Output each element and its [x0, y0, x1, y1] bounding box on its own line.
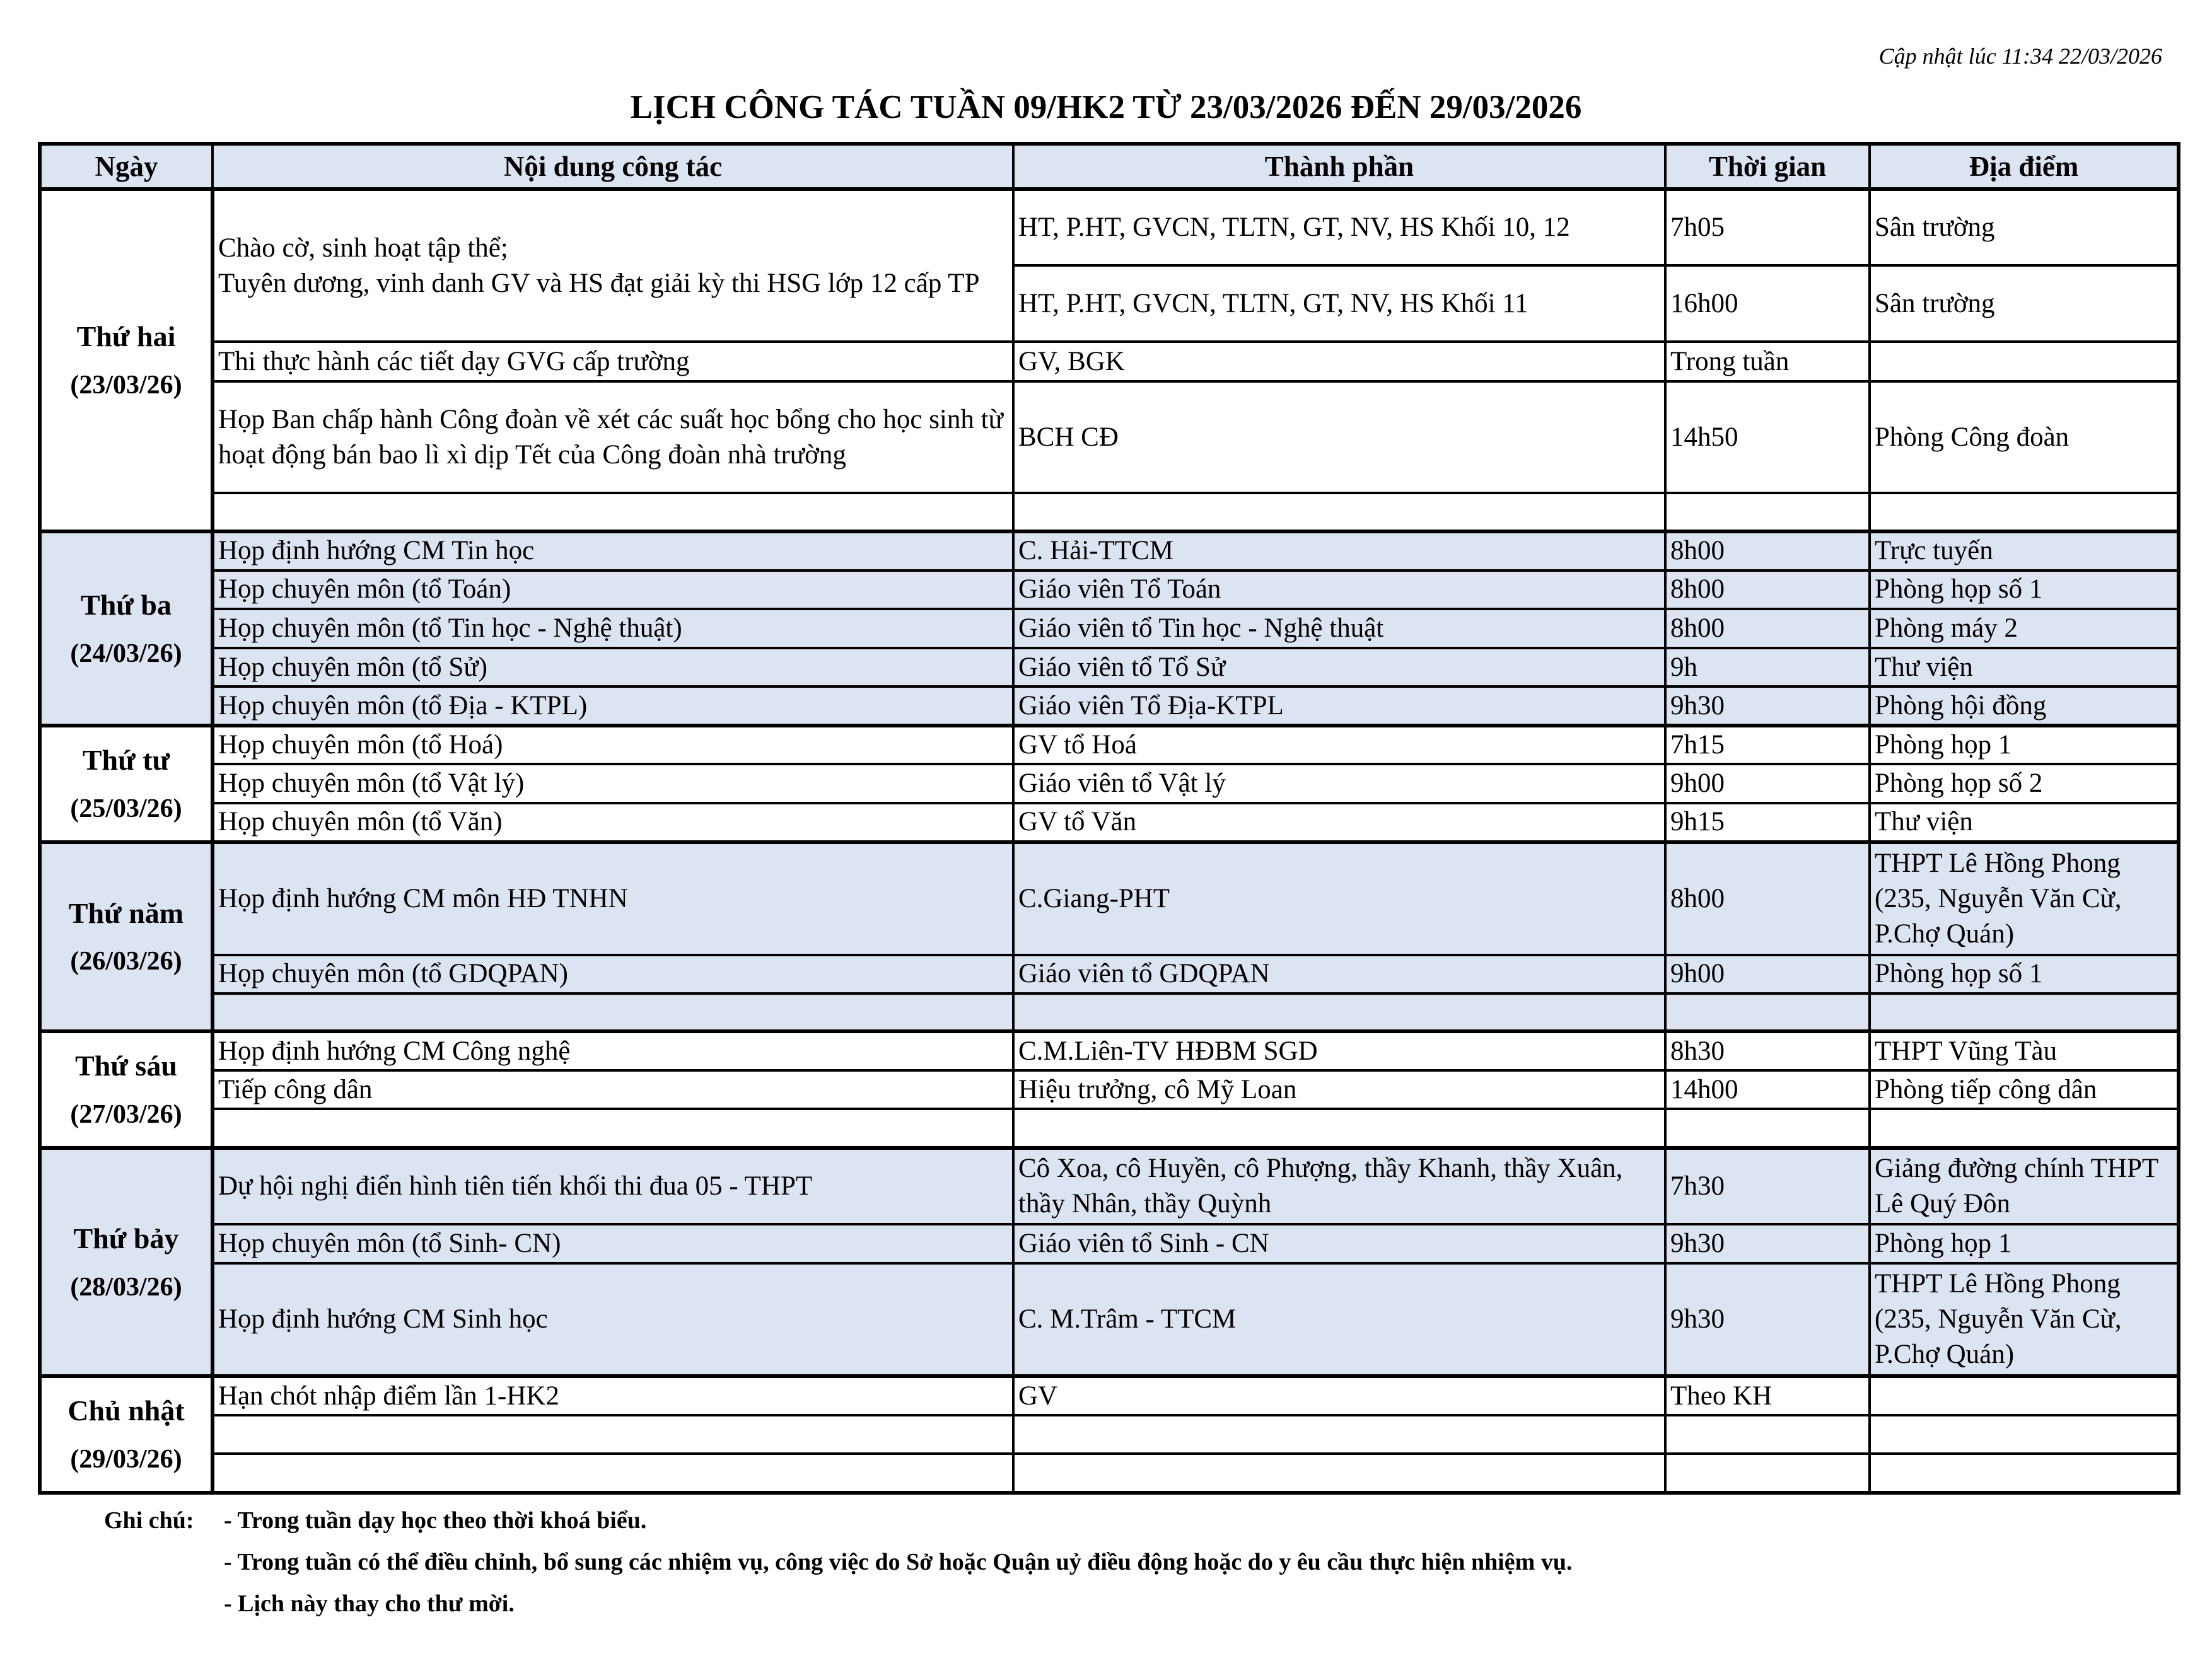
- time-cell: 8h00: [1665, 842, 1870, 956]
- day-date: (29/03/26): [70, 1445, 182, 1474]
- time-cell: 9h: [1665, 648, 1870, 687]
- time-cell: Trong tuần: [1665, 342, 1870, 381]
- day-date: (26/03/26): [70, 947, 182, 976]
- members-cell: [1013, 1454, 1665, 1493]
- table-row: [40, 1070, 2179, 1109]
- day-group-thu: [40, 842, 2179, 1032]
- members-cell: GV: [1013, 1376, 1665, 1415]
- content-cell: Họp định hướng CM Tin học: [212, 531, 1013, 570]
- day-group-sat: [40, 1148, 2179, 1376]
- content-cell: [212, 1415, 1013, 1454]
- time-cell: 7h30: [1665, 1148, 1870, 1224]
- place-cell: [1870, 342, 2179, 381]
- members-cell: HT, P.HT, GVCN, TLTN, GT, NV, HS Khối 11: [1013, 265, 1665, 342]
- place-cell: Giảng đường chính THPT Lê Quý Đôn: [1870, 1148, 2179, 1224]
- members-cell: Giáo viên tổ Vật lý: [1013, 764, 1665, 803]
- time-cell: 7h15: [1665, 726, 1870, 765]
- time-cell: 7h05: [1665, 189, 1870, 265]
- members-cell: Giáo viên tổ Sinh - CN: [1013, 1224, 1665, 1263]
- place-cell: Phòng họp số 2: [1870, 764, 2179, 803]
- content-cell: Họp định hướng CM môn HĐ TNHN: [212, 842, 1013, 956]
- day-cell: [40, 1148, 212, 1376]
- members-cell: Giáo viên tổ Tổ Sử: [1013, 648, 1665, 687]
- header-row: [40, 144, 2179, 189]
- place-cell: Phòng Công đoàn: [1870, 381, 2179, 494]
- day-group-mon: [40, 189, 2179, 531]
- content-cell: Họp chuyên môn (tổ Vật lý): [212, 764, 1013, 803]
- place-cell: THPT Lê Hồng Phong (235, Nguyễn Văn Cừ, P.Chợ Quán): [1870, 1263, 2179, 1377]
- time-cell: 8h30: [1665, 1031, 1870, 1070]
- time-cell: 9h30: [1665, 686, 1870, 726]
- time-cell: 9h30: [1665, 1224, 1870, 1263]
- content-cell: [212, 189, 1013, 342]
- members-cell: C.Giang-PHT: [1013, 842, 1665, 956]
- day-cell: [40, 1031, 212, 1148]
- content-line: Tuyên dương, vinh danh GV và HS đạt giải kỳ thi HSG lớp 12 cấp TP: [218, 268, 980, 298]
- content-cell: Họp chuyên môn (tổ Sinh- CN): [212, 1224, 1013, 1263]
- place-cell: Thư viện: [1870, 648, 2179, 687]
- members-cell: GV, BGK: [1013, 342, 1665, 381]
- table-row: [40, 764, 2179, 803]
- day-cell: [40, 189, 212, 531]
- table-row: [40, 189, 2179, 265]
- place-cell: [1870, 1454, 2179, 1493]
- content-cell: Họp chuyên môn (tổ GDQPAN): [212, 955, 1013, 993]
- place-cell: Phòng tiếp công dân: [1870, 1070, 2179, 1109]
- content-cell: [212, 1454, 1013, 1493]
- day-cell: [40, 842, 212, 1032]
- table-row: [40, 648, 2179, 687]
- table-row: [40, 842, 2179, 956]
- empty-row: [40, 493, 2179, 531]
- members-cell: [1013, 1415, 1665, 1454]
- table-row: [40, 803, 2179, 842]
- empty-row: [40, 993, 2179, 1032]
- day-name: Thứ ba: [81, 588, 172, 621]
- day-date: (24/03/26): [70, 639, 182, 668]
- empty-row: [40, 1415, 2179, 1454]
- day-name: Thứ hai: [76, 320, 176, 353]
- table-row: [40, 955, 2179, 993]
- header-time: Thời gian: [1665, 144, 1870, 189]
- day-name: Thứ năm: [68, 896, 184, 929]
- time-cell: 8h00: [1665, 570, 1870, 610]
- content-cell: [212, 993, 1013, 1032]
- place-cell: [1870, 1415, 2179, 1454]
- time-cell: 14h00: [1665, 1070, 1870, 1109]
- members-cell: HT, P.HT, GVCN, TLTN, GT, NV, HS Khối 10, 12: [1013, 189, 1665, 265]
- header-content: Nội dung công tác: [212, 144, 1013, 189]
- place-cell: THPT Lê Hồng Phong (235, Nguyễn Văn Cừ, P.Chợ Quán): [1870, 842, 2179, 956]
- members-cell: GV tổ Hoá: [1013, 726, 1665, 765]
- content-cell: Thi thực hành các tiết dạy GVG cấp trường: [212, 342, 1013, 381]
- note-line: - Trong tuần dạy học theo thời khoá biểu.: [224, 1507, 647, 1534]
- time-cell: [1665, 1454, 1870, 1493]
- day-cell: [40, 1376, 212, 1493]
- members-cell: Giáo viên Tổ Toán: [1013, 570, 1665, 610]
- place-cell: Phòng hội đồng: [1870, 686, 2179, 726]
- content-cell: Họp chuyên môn (tổ Địa - KTPL): [212, 686, 1013, 726]
- place-cell: Phòng họp 1: [1870, 726, 2179, 765]
- time-cell: [1665, 493, 1870, 531]
- table-row: [40, 609, 2179, 648]
- place-cell: Trực tuyến: [1870, 531, 2179, 570]
- notes-label: Ghi chú:: [104, 1507, 194, 1534]
- table-row: [40, 726, 2179, 765]
- time-cell: [1665, 993, 1870, 1032]
- content-cell: Họp chuyên môn (tổ Hoá): [212, 726, 1013, 765]
- updated-timestamp: Cập nhật lúc 11:34 22/03/2026: [1878, 43, 2162, 69]
- time-cell: 8h00: [1665, 531, 1870, 570]
- page-title: LỊCH CÔNG TÁC TUẦN 09/HK2 TỪ 23/03/2026 ĐẾN 29/03/2026: [630, 89, 1582, 125]
- members-cell: [1013, 493, 1665, 531]
- day-group-wed: [40, 726, 2179, 842]
- time-cell: 14h50: [1665, 381, 1870, 494]
- place-cell: [1870, 1109, 2179, 1148]
- content-cell: [212, 1109, 1013, 1148]
- members-cell: Giáo viên tổ Tin học - Nghệ thuật: [1013, 609, 1665, 648]
- place-cell: Phòng máy 2: [1870, 609, 2179, 648]
- time-cell: 9h00: [1665, 955, 1870, 993]
- day-group-sun: [40, 1376, 2179, 1493]
- header-day: Ngày: [40, 144, 212, 189]
- table-row: [40, 570, 2179, 610]
- table-row: [40, 1148, 2179, 1224]
- place-cell: THPT Vũng Tàu: [1870, 1031, 2179, 1070]
- table-row: [40, 342, 2179, 381]
- place-cell: Sân trường: [1870, 265, 2179, 342]
- day-group-fri: [40, 1031, 2179, 1148]
- members-cell: [1013, 1109, 1665, 1148]
- header-members: Thành phần: [1013, 144, 1665, 189]
- place-cell: [1870, 493, 2179, 531]
- content-cell: Dự hội nghị điển hình tiên tiến khối thi đua 05 - THPT: [212, 1148, 1013, 1224]
- table-row: [40, 686, 2179, 726]
- day-name: Thứ sáu: [75, 1050, 177, 1082]
- day-cell: [40, 726, 212, 842]
- members-cell: Cô Xoa, cô Huyền, cô Phượng, thầy Khanh, thầy Xuân, thầy Nhân, thầy Quỳnh: [1013, 1148, 1665, 1224]
- content-cell: Họp chuyên môn (tổ Tin học - Nghệ thuật): [212, 609, 1013, 648]
- content-cell: Họp định hướng CM Công nghệ: [212, 1031, 1013, 1070]
- time-cell: 8h00: [1665, 609, 1870, 648]
- time-cell: 9h30: [1665, 1263, 1870, 1377]
- members-cell: Giáo viên Tổ Địa-KTPL: [1013, 686, 1665, 726]
- time-cell: [1665, 1109, 1870, 1148]
- content-cell: Họp chuyên môn (tổ Văn): [212, 803, 1013, 842]
- place-cell: Sân trường: [1870, 189, 2179, 265]
- place-cell: [1870, 993, 2179, 1032]
- members-cell: C. Hải-TTCM: [1013, 531, 1665, 570]
- members-cell: Giáo viên tổ GDQPAN: [1013, 955, 1665, 993]
- content-line: Chào cờ, sinh hoạt tập thể;: [218, 233, 508, 263]
- place-cell: Phòng họp số 1: [1870, 570, 2179, 610]
- time-cell: [1665, 1415, 1870, 1454]
- time-cell: Theo KH: [1665, 1376, 1870, 1415]
- header-place: Địa điểm: [1870, 144, 2179, 189]
- members-cell: Hiệu trưởng, cô Mỹ Loan: [1013, 1070, 1665, 1109]
- day-date: (25/03/26): [70, 794, 182, 823]
- day-date: (23/03/26): [70, 371, 182, 400]
- members-cell: GV tổ Văn: [1013, 803, 1665, 842]
- table-row: [40, 1263, 2179, 1377]
- content-cell: Họp chuyên môn (tổ Toán): [212, 570, 1013, 610]
- place-cell: [1870, 1376, 2179, 1415]
- members-cell: C. M.Trâm - TTCM: [1013, 1263, 1665, 1377]
- day-date: (28/03/26): [70, 1272, 182, 1302]
- content-cell: Họp định hướng CM Sinh học: [212, 1263, 1013, 1377]
- content-cell: [212, 493, 1013, 531]
- time-cell: 16h00: [1665, 265, 1870, 342]
- day-name: Thứ tư: [82, 743, 170, 776]
- members-cell: C.M.Liên-TV HĐBM SGD: [1013, 1031, 1665, 1070]
- content-cell: Họp chuyên môn (tổ Sử): [212, 648, 1013, 687]
- empty-row: [40, 1454, 2179, 1493]
- place-cell: Thư viện: [1870, 803, 2179, 842]
- members-cell: BCH CĐ: [1013, 381, 1665, 494]
- members-cell: [1013, 993, 1665, 1032]
- table-row: [40, 1224, 2179, 1263]
- schedule-table: [38, 142, 2180, 1495]
- empty-row: [40, 1109, 2179, 1148]
- table-row: [40, 1376, 2179, 1415]
- time-cell: 9h00: [1665, 764, 1870, 803]
- content-cell: Tiếp công dân: [212, 1070, 1013, 1109]
- content-cell: Họp Ban chấp hành Công đoàn về xét các suất học bổng cho học sinh từ hoạt động bán bao lì xì dịp Tết của Công đoàn nhà trường: [212, 381, 1013, 494]
- note-line: - Trong tuần có thể điều chỉnh, bổ sung các nhiệm vụ, công việc do Sở hoặc Quận uỷ điều động hoặc do y êu cầu thực hiện nhiệm vụ.: [224, 1549, 1573, 1575]
- table-row: [40, 531, 2179, 570]
- table-row: [40, 381, 2179, 494]
- day-group-tue: [40, 531, 2179, 726]
- day-date: (27/03/26): [70, 1100, 182, 1130]
- day-name: Thứ bảy: [73, 1222, 179, 1254]
- table-row: [40, 1031, 2179, 1070]
- place-cell: Phòng họp số 1: [1870, 955, 2179, 993]
- place-cell: Phòng họp 1: [1870, 1224, 2179, 1263]
- day-name: Chủ nhật: [67, 1394, 185, 1427]
- content-cell: Hạn chót nhập điểm lần 1-HK2: [212, 1376, 1013, 1415]
- note-line: - Lịch này thay cho thư mời.: [224, 1590, 515, 1617]
- day-cell: [40, 531, 212, 726]
- time-cell: 9h15: [1665, 803, 1870, 842]
